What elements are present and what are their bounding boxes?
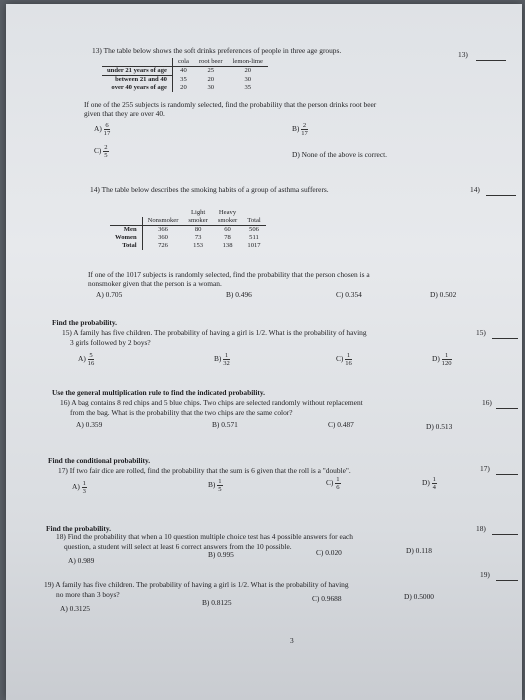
fraction [301,122,308,137]
table-header: cola [172,58,193,67]
fraction [335,476,340,491]
denominator: 16 [345,360,352,367]
q15-option-d[interactable] [432,352,452,367]
table-header: smoker [183,217,212,226]
option-label: A) [78,354,86,364]
q18-option-a[interactable]: A) 0.989 [68,556,95,565]
q18-text: 18) Find the probability that when a 10 question multiple choice test has 4 possible answers for each [56,532,353,541]
q14-answer-blank[interactable] [486,187,516,196]
q19-text-line2: no more than 3 boys? [56,590,120,599]
q19-option-d[interactable]: D) 0.5000 [404,592,434,601]
table-header: root beer [194,58,228,67]
q18-text-line2: question, a student will select at least 6 correct answers from the 10 possible. [64,542,292,551]
table-cell: 20 [172,84,193,92]
q13-given-line1: If one of the 255 subjects is randomly selected, find the probability that the person drinks root beer [84,100,377,109]
fraction [223,352,230,367]
option-label: B) [208,480,216,490]
q15-option-c[interactable] [336,352,352,367]
q15-option-b[interactable] [214,352,230,367]
option-label: D) [432,354,440,364]
table-cell [102,58,172,67]
table-header: Heavy [218,209,237,216]
table-cell: 506 [249,226,259,233]
row-label: over 40 years of age [111,84,167,91]
q14-option-a[interactable]: A) 0.705 [96,290,123,299]
table-cell: 360 [142,234,183,242]
page-number: 3 [290,636,294,645]
table-cell: 726 [142,242,183,250]
denominator: 5 [104,152,108,159]
table-row [102,76,268,85]
table-header: Nonsmoker [142,217,183,226]
numerator: 1 [218,478,222,485]
q19-option-c[interactable]: C) 0.9688 [312,594,342,603]
fraction [103,144,108,159]
denominator: 3 [82,488,86,495]
q13-option-b[interactable] [292,122,308,137]
q15-answer-blank[interactable] [492,330,518,339]
section-heading: Find the conditional probability. [48,456,151,465]
q13-given-line2: given that they are over 40. [84,109,165,118]
denominator: 6 [336,484,340,491]
table-cell: 366 [142,226,183,235]
row-label: under 21 years of age [102,67,172,76]
table-cell: 153 [193,242,204,249]
q14-option-c[interactable]: C) 0.354 [336,290,362,299]
table-row [102,84,268,92]
fraction [442,352,452,367]
q13-option-a[interactable] [94,122,110,137]
numerator: 1 [336,476,340,483]
table-cell: 35 [244,84,252,91]
row-label: between 21 and 40 [115,76,167,83]
numerator: 1 [82,480,86,487]
q13-text: 13) The table below shows the soft drinks preferences of people in three age groups. [92,46,342,55]
q18-option-c[interactable]: C) 0.020 [316,548,342,557]
q14-given-line1: If one of the 1017 subjects is randomly selected, find the probability that the person chosen is a [88,270,370,279]
q18-answer-blank[interactable] [492,526,518,535]
numerator: 1 [432,476,436,483]
q17-option-d[interactable] [422,476,437,491]
numerator: 1 [442,352,452,360]
option-label: B) [292,124,300,134]
table-cell [110,217,142,226]
table-header: lemon-lime [228,58,268,67]
option-label: C) [94,146,102,156]
table-header-row [102,58,268,67]
table-cell: 511 [249,234,259,241]
option-label: C) [326,478,334,488]
option-label: B) [214,354,222,364]
q13-option-d[interactable]: D) None of the above is correct. [292,150,388,159]
q13-number: 13) [458,50,468,59]
option-label: C) [336,354,344,364]
table-cell: 78 [224,234,231,241]
q16-text: 16) A bag contains 8 red chips and 5 blue chips. Two chips are selected randomly without replacement [60,398,363,407]
q17-option-a[interactable] [72,480,87,495]
numerator: 1 [224,352,229,359]
fraction [217,478,222,493]
option-label: A) [72,482,80,492]
fraction [345,352,352,367]
denominator: 120 [441,360,452,367]
q19-number: 19) [480,570,490,579]
row-label: Men [110,226,142,235]
q14-option-d[interactable]: D) 0.502 [430,290,457,299]
fraction [82,480,87,495]
denominator: 32 [223,360,230,367]
table-cell: 30 [244,75,252,83]
denominator: 17 [103,130,111,137]
q17-text: 17) If two fair dice are rolled, find the probability that the sum is 6 given that the roll is a "double". [58,466,351,475]
q16-option-c[interactable]: C) 0.487 [328,420,354,429]
numerator: 2 [302,122,307,129]
q15-text-line2: 3 girls followed by 2 boys? [70,338,151,347]
table-row [110,234,266,242]
q14-table [110,209,266,250]
table-cell: 40 [172,67,193,76]
table-cell: 25 [207,67,215,75]
q17-option-b[interactable] [208,478,223,493]
denominator: 5 [218,486,222,493]
denominator: 4 [432,484,436,491]
numerator: 5 [89,352,93,359]
section-heading: Find the probability. [46,524,111,533]
numerator: 6 [105,122,109,129]
table-cell [242,209,265,217]
table-row [102,67,268,76]
section-heading: Use the general multiplication rule to find the indicated probability. [52,388,265,397]
numerator: 2 [104,144,108,151]
table-cell [110,209,142,217]
q13-option-c[interactable] [94,144,109,159]
q19-text: 19) A family has five children. The probability of having a girl is 1/2. What is the probability of having [44,580,349,589]
denominator: 16 [87,360,95,367]
row-label: Women [115,234,137,241]
table-header-row [110,217,266,226]
q14-number: 14) [470,185,480,194]
table-header: smoker [213,217,242,226]
q18-option-b[interactable]: B) 0.995 [208,550,234,559]
table-row [110,242,266,250]
q16-answer-blank[interactable] [496,400,518,409]
q19-answer-blank[interactable] [496,572,518,581]
table-cell: 20 [207,75,215,83]
q13-table [102,58,268,92]
q16-option-d[interactable]: D) 0.513 [426,422,453,431]
fraction [104,122,111,137]
q16-option-a[interactable]: A) 0.359 [76,420,103,429]
denominator: 17 [301,130,308,137]
q17-number: 17) [480,464,490,473]
q16-option-b[interactable]: B) 0.571 [212,420,238,429]
table-header: Light [190,209,206,216]
table-cell: 20 [244,67,252,75]
q18-number: 18) [476,524,486,533]
q18-option-d[interactable]: D) 0.118 [406,546,433,555]
table-header-row [110,209,266,217]
q15-text: 15) A family has five children. The probability of having a girl is 1/2. What is the probability of having [62,328,367,337]
table-cell: 35 [172,76,193,85]
q19-option-a[interactable]: A) 0.3125 [60,604,90,613]
option-label: D) [422,478,430,488]
q16-number: 16) [482,398,492,407]
table-cell: 1017 [247,242,261,249]
q17-option-c[interactable] [326,476,341,491]
q13-answer-blank[interactable] [476,52,506,61]
q16-text-line2: from the bag. What is the probability that the two chips are the same color? [70,408,293,417]
table-header: Total [242,217,265,226]
q15-option-a[interactable] [78,352,94,367]
option-label: A) [94,124,102,134]
numerator: 1 [346,352,351,359]
section-heading: Find the probability. [52,318,117,327]
table-cell: 138 [222,242,233,249]
fraction [88,352,95,367]
q17-answer-blank[interactable] [496,466,518,475]
row-label: Total [122,242,137,249]
table-cell: 73 [194,234,202,241]
table-cell: 30 [207,84,215,91]
q14-given-line2: nonsmoker given that the person is a woman. [88,279,222,288]
table-row [110,226,266,235]
table-cell: 60 [224,226,231,233]
table-cell [142,209,183,217]
fraction [432,476,437,491]
q15-number: 15) [476,328,486,337]
table-cell: 80 [194,226,202,233]
q14-text: 14) The table below describes the smoking habits of a group of asthma sufferers. [90,185,329,194]
q14-option-b[interactable]: B) 0.496 [226,290,252,299]
q19-option-b[interactable]: B) 0.8125 [202,598,232,607]
worksheet-page [6,4,522,700]
